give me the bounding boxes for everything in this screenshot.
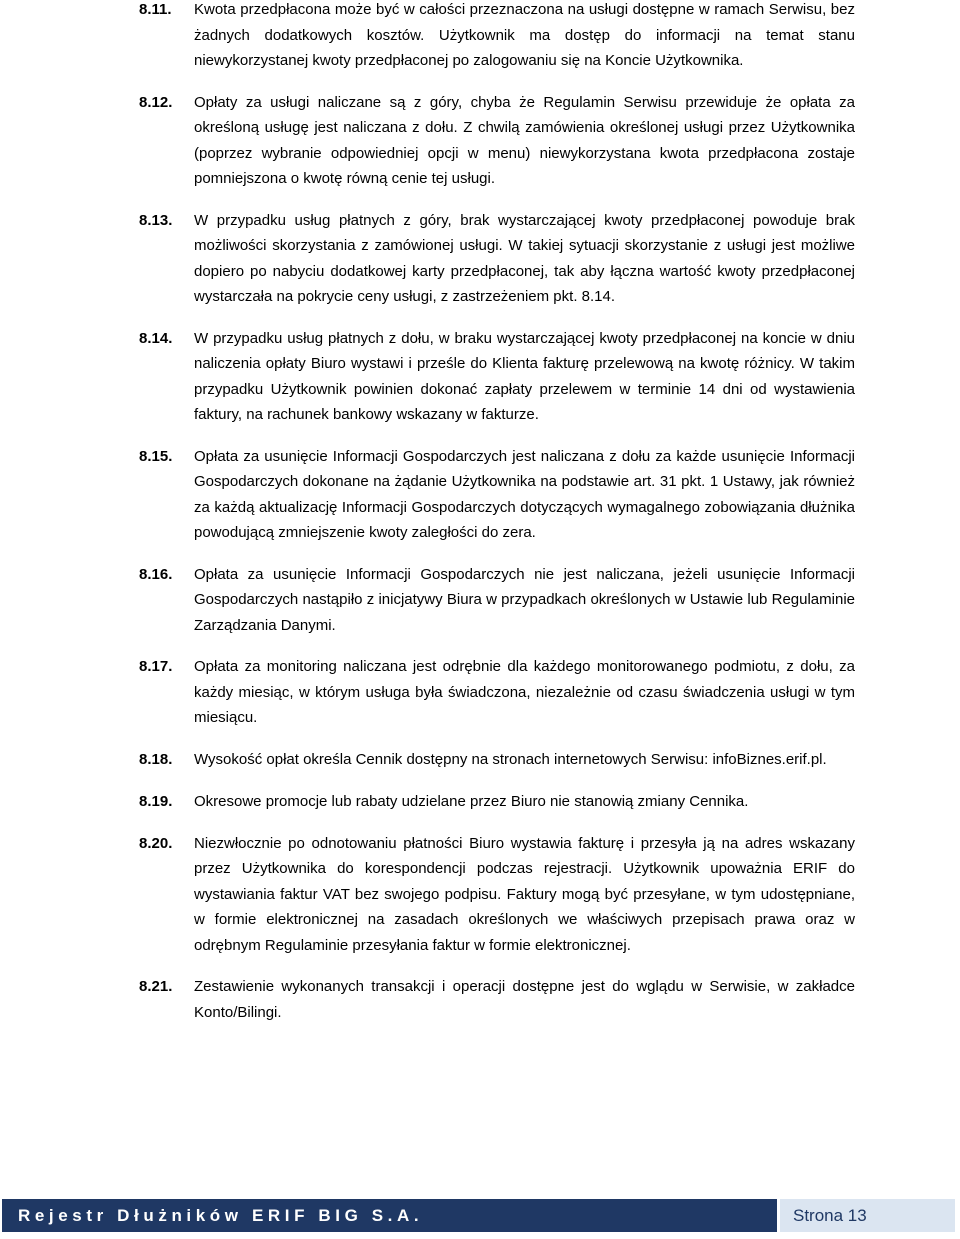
clause-8-19 [0,789,960,815]
clause-text: Zestawienie wykonanych transakcji i operacji dostępne jest do wglądu w Serwisie, w zakładce Konto/Bilingi. [194,978,855,1021]
clause-8-20 [0,831,960,959]
clause-text: W przypadku usług płatnych z góry, brak wystarczającej kwoty przedpłaconej powoduje brak możliwości skorzystania z zamówionej usługi. W takiej sytuacji skorzystanie z usługi jest możliwe dopiero po nabyciu dodatkowej karty przedpłaconej, tak aby łączna wartość kwoty przedpłaconej wystarczała na pokrycie ceny usługi, z zastrzeżeniem pkt. 8.14. [194,211,855,305]
clause-8-18 [0,747,960,773]
clause-8-12 [0,90,960,192]
clause-text: Wysokość opłat określa Cennik dostępny na stronach internetowych Serwisu: infoBiznes.erif.pl. [194,750,827,768]
clause-text: Opłata za usunięcie Informacji Gospodarczych nie jest naliczana, jeżeli usunięcie Informacji Gospodarczych nastąpiło z inicjatywy Biura w przypadkach określonych w Ustawie lub Regulaminie Zarządzania Danymi. [194,565,855,634]
footer-brand-bar [2,1199,777,1232]
clause-number: 8.16. [139,565,173,583]
clause-text: Kwota przedpłacona może być w całości przeznaczona na usługi dostępne w ramach Serwisu, bez żadnych dodatkowych kosztów. Użytkownik ma dostęp do informacji na temat stanu niewykorzystanej kwoty przedpłaconej po zalogowaniu się na Koncie Użytkownika. [194,1,855,69]
clause-8-16 [0,562,960,639]
clause-text: Opłata za monitoring naliczana jest odrębnie dla każdego monitorowanego podmiotu, z dołu, za każdy miesiąc, w którym usługa była świadczona, niezależnie od czasu świadczenia usługi w tym miesiącu. [194,658,855,726]
clause-number: 8.20. [139,834,173,852]
clause-text: Okresowe promocje lub rabaty udzielane przez Biuro nie stanowią zmiany Cennika. [194,792,749,810]
clause-number: 8.13. [139,211,173,229]
clause-number: 8.12. [139,93,173,111]
page-footer [0,1199,960,1232]
clause-text: Niezwłocznie po odnotowaniu płatności Biuro wystawia fakturę i przesyła ją na adres wskazany przez Użytkownika do korespondencji podczas rejestracji. Użytkownik upoważnia ERIF do wystawiania faktur VAT bez swojego podpisu. Faktury mogą być przesyłane, w tym udostępniane, w formie elektronicznej na zasadach określonych we właściwych przepisach prawa oraz w odrębnym Regulaminie przesyłania faktur w formie elektronicznej. [194,834,855,954]
clause-number: 8.17. [139,658,173,675]
clause-8-21 [0,974,960,1025]
footer-page-box [780,1199,955,1232]
clause-text: Opłata za usunięcie Informacji Gospodarczych jest naliczana z dołu za każde usunięcie Informacji Gospodarczych dokonane na żądanie Użytkownika na podstawie art. 31 pkt. 1 Ustawy, jak również za każdą aktualizację Informacji Gospodarczych dotyczących wymagalnego zobowiązania dłużnika powodującą zmniejszenie kwoty zaległości do zera. [194,447,855,541]
clause-number: 8.19. [139,792,173,810]
clause-8-13 [0,208,960,310]
clause-number: 8.11. [139,1,172,18]
clause-number: 8.14. [139,329,173,347]
footer-brand-text: Rejestr Dłużników ERIF BIG S.A. [18,1205,424,1225]
clause-text: W przypadku usług płatnych z dołu, w braku wystarczającej kwoty przedpłaconej na koncie w dniu naliczenia opłaty Biuro wystawi i prześle do Klienta fakturę przelewową na kwotę różnicy. W takim przypadku Użytkownik powinien dokonać zapłaty przelewem w terminie 14 dni od wystawienia faktury, na rachunek bankowy wskazany w fakturze. [194,329,855,423]
clause-8-17 [0,654,960,731]
clause-8-14 [0,326,960,428]
clause-number: 8.21. [139,978,173,995]
clause-number: 8.15. [139,447,173,465]
page-number: Strona 13 [793,1205,867,1225]
clause-8-11 [0,0,960,74]
clause-text: Opłaty za usługi naliczane są z góry, chyba że Regulamin Serwisu przewiduje że opłata za określoną usługę jest naliczana z dołu. Z chwilą zamówienia określonej usługi przez Użytkownika (poprzez wybranie odpowiedniej opcji w menu) niewykorzystana kwota przedpłacona zostaje pomniejszona o kwotę równą cenie tej usługi. [194,93,855,187]
clause-number: 8.18. [139,750,173,768]
clause-8-15 [0,444,960,546]
